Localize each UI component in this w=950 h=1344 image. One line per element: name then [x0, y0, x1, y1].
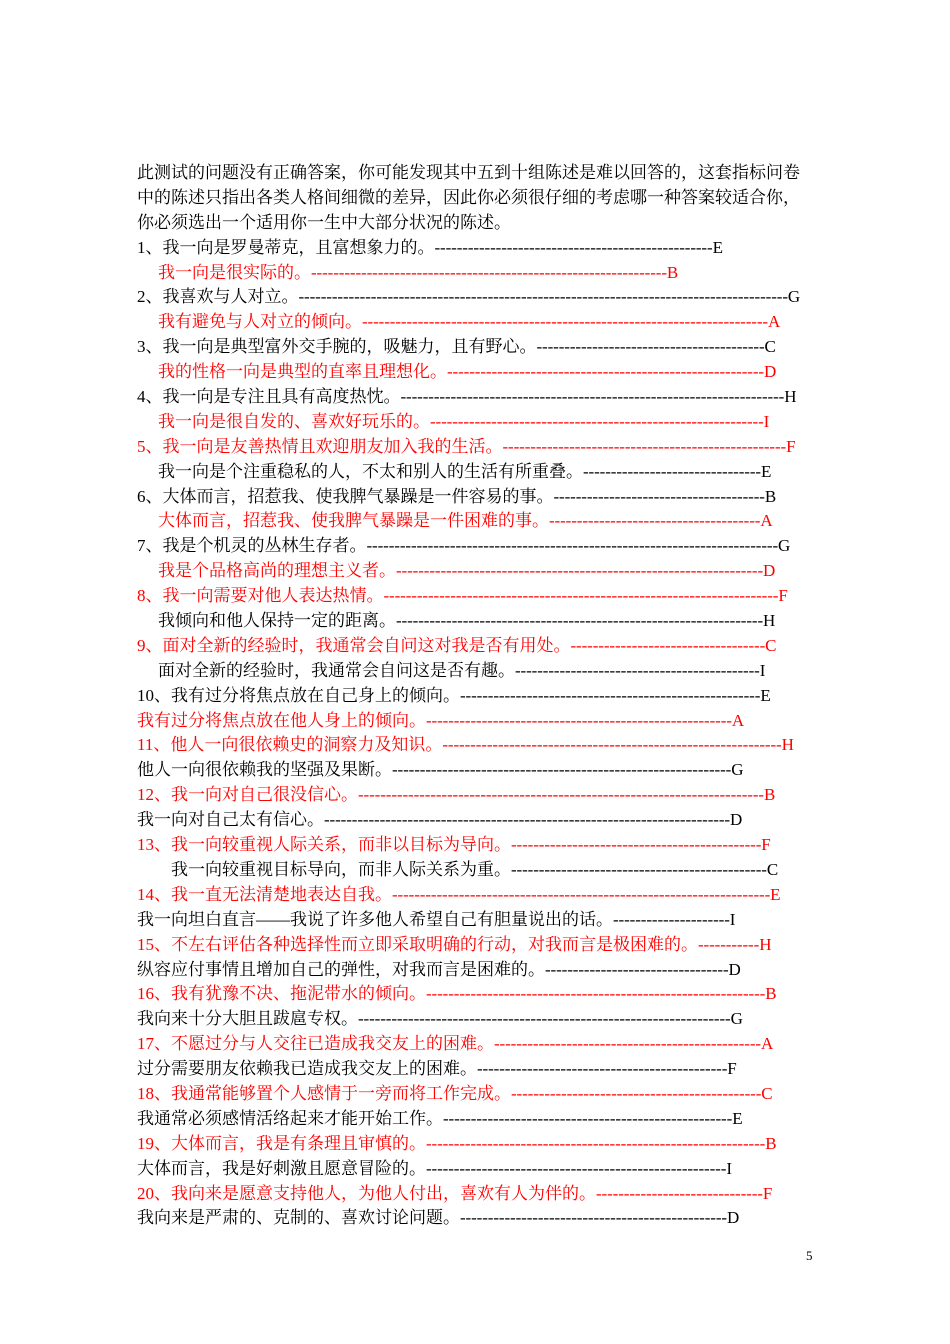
statement-text: 7、我是个机灵的丛林生存者。	[137, 536, 367, 556]
answer-letter: E	[760, 685, 771, 705]
statement-text: 16、我有犹豫不决、拖泥带水的倾向。	[137, 984, 426, 1004]
dash-leader: ------------------------------------------------------------------	[396, 561, 764, 581]
dash-leader: ---------------------------------------------	[477, 1059, 728, 1079]
statement-line	[137, 360, 827, 385]
statement-line	[137, 758, 827, 783]
statement-line	[137, 1157, 827, 1182]
answer-letter: E	[712, 237, 723, 257]
statement-text: 14、我一直无法清楚地表达自我。	[137, 884, 392, 904]
statement-line	[137, 584, 827, 609]
dash-leader: ----------------------------------------------------------------------------------------	[298, 287, 788, 307]
dash-leader: -----------------------------------------	[536, 337, 765, 357]
statement-text: 我有避免与人对立的倾向。	[158, 312, 362, 332]
statement-text: 12、我一向对自己很没信心。	[137, 785, 358, 805]
statement-text: 5、我一向是友善热情且欢迎朋友加入我的生活。	[137, 436, 503, 456]
answer-letter: F	[762, 1183, 773, 1203]
answer-letter: C	[766, 859, 779, 879]
statement-line	[137, 1082, 827, 1107]
statement-text: 1、我一向是罗曼蒂克，且富想象力的。	[137, 237, 435, 257]
statement-text: 19、大体而言，我是有条理且审慎的。	[137, 1133, 426, 1153]
statement-line	[137, 1107, 827, 1132]
statement-line	[137, 1032, 827, 1057]
dash-leader: -----------	[698, 934, 760, 954]
answer-letter: A	[760, 1034, 774, 1054]
statement-text: 17、不愿过分与人交往已造成我交友上的困难。	[137, 1034, 494, 1054]
answer-letter: B	[666, 262, 679, 282]
statement-line	[137, 1182, 827, 1207]
statement-line	[137, 883, 827, 908]
answer-letter: B	[765, 1133, 777, 1153]
statement-line	[137, 385, 827, 410]
answer-letter: A	[767, 312, 781, 332]
dash-leader: ----------------------------------------------------------------	[311, 262, 667, 282]
answer-letter: I	[726, 1158, 732, 1178]
statement-line	[137, 435, 827, 460]
statement-text: 2、我喜欢与人对立。	[137, 287, 299, 307]
dash-leader: ---------------------	[613, 909, 730, 929]
answer-letter: A	[731, 710, 745, 730]
statement-text: 我一向是很实际的。	[158, 262, 311, 282]
dash-leader: ---------------------------------------------	[511, 835, 762, 855]
statement-line	[137, 1057, 827, 1082]
statement-text: 我是个品格高尚的理想主义者。	[158, 561, 396, 581]
statement-line	[137, 733, 827, 758]
statement-text: 我向来十分大胆且跋扈专权。	[137, 1009, 358, 1029]
answer-letter: G	[778, 536, 791, 556]
statement-text: 我一向对自己太有信心。	[137, 810, 324, 830]
statement-line	[137, 236, 827, 261]
dash-leader: ----------------------------------------------------	[443, 1108, 733, 1128]
answer-letter: H	[781, 735, 794, 755]
answer-letter: G	[731, 760, 744, 780]
dash-leader: -------------------------------------------------------------------------	[358, 785, 764, 805]
statement-text: 我一向坦白直言——我说了许多他人希望自己有胆量说出的话。	[137, 909, 613, 929]
answer-letter: I	[763, 411, 770, 431]
dash-leader: -------------------------------------------------------------------------	[362, 312, 768, 332]
dash-leader: ------------------------------------------------	[460, 1208, 727, 1228]
statement-text: 20、我向来是愿意支持他人，为他人付出，喜欢有人为伴的。	[137, 1183, 596, 1203]
statement-text: 15、不左右评估各种选择性而立即采取明确的行动，对我而言是极困难的。	[137, 934, 698, 954]
statement-text: 我的性格一向是典型的直率且理想化。	[158, 362, 447, 382]
dash-leader: ------------------------------------------------------------------	[396, 611, 764, 631]
answer-letter: C	[764, 337, 776, 357]
statement-line	[137, 1132, 827, 1157]
statement-text: 我一向是很自发的、喜欢好玩乐的。	[158, 411, 430, 431]
statement-text: 纵容应付事情且增加自己的弹性，对我而言是困难的。	[137, 959, 545, 979]
answer-letter: D	[763, 561, 776, 581]
statement-text: 18、我通常能够置个人感情于一旁而将工作完成。	[137, 1083, 511, 1103]
statement-line	[137, 460, 827, 485]
dash-leader: --------------------------------------------------	[434, 237, 713, 257]
dash-leader: ---------------------------------------------------	[502, 436, 787, 456]
answer-letter: F	[761, 835, 771, 855]
dash-leader: -------------------------------------------------------------------------	[324, 810, 730, 830]
dash-leader: ---------------------------------------------	[511, 1083, 762, 1103]
statement-line	[137, 833, 827, 858]
statement-line	[137, 982, 827, 1007]
statement-text: 大体而言，我是好刺激且愿意冒险的。	[137, 1158, 426, 1178]
dash-leader: -------------------------------------------------------------	[442, 735, 782, 755]
answer-letter: D	[728, 959, 741, 979]
answer-letter: F	[786, 436, 796, 456]
statement-text: 我有过分将焦点放在他人身上的倾向。	[137, 710, 426, 730]
answer-letter: H	[784, 387, 797, 407]
statement-line	[137, 684, 827, 709]
dash-leader: ---------------------------------------------------------------------	[400, 387, 785, 407]
statement-line	[137, 933, 827, 958]
answer-letter: D	[726, 1208, 740, 1228]
statement-line	[137, 908, 827, 933]
statement-line	[137, 285, 827, 310]
answer-letter: H	[759, 934, 772, 954]
dash-leader: --------------------------------------------------------------------------	[366, 536, 779, 556]
answer-letter: F	[727, 1059, 737, 1079]
statement-line	[137, 485, 827, 510]
statement-line	[137, 958, 827, 983]
statement-text: 过分需要朋友依赖我已造成我交友上的困难。	[137, 1059, 477, 1079]
statement-text: 11、他人一向很依赖史的洞察力及知识。	[137, 735, 443, 755]
dash-leader: ------------------------------------------------------	[426, 1158, 727, 1178]
answer-letter: B	[764, 486, 777, 506]
answer-letter: A	[760, 511, 773, 531]
answer-letter: E	[770, 884, 781, 904]
dash-leader: ----------------------------------------------	[511, 859, 767, 879]
statement-line	[137, 310, 827, 335]
intro-line: 中的陈述只指出各类人格间细微的差异，因此你必须很仔细的考虑哪一种答案较适合你，	[137, 187, 800, 207]
dash-leader: ------------------------------------------------------	[460, 685, 761, 705]
answer-letter: D	[729, 810, 743, 830]
statement-line	[137, 609, 827, 634]
statement-text: 面对全新的经验时，我通常会自问这是否有趣。	[158, 660, 515, 680]
statement-text: 6、大体而言，招惹我、使我脾气暴躁是一件容易的事。	[137, 486, 554, 506]
statement-line	[137, 659, 827, 684]
answer-letter: D	[764, 362, 777, 382]
dash-leader: ------------------------------------------------	[494, 1034, 761, 1054]
statement-line	[137, 783, 827, 808]
statement-line	[137, 509, 827, 534]
answer-letter: G	[787, 287, 801, 307]
statement-text: 他人一向很依赖我的坚强及果断。	[137, 760, 392, 780]
answer-letter: C	[765, 635, 777, 655]
statement-text: 我一向较重视目标导向，而非人际关系为重。	[171, 859, 511, 879]
statement-text: 我一向是个注重稳私的人，不太和别人的生活有所重叠。	[158, 461, 583, 481]
answer-letter: I	[759, 660, 766, 680]
statement-text: 大体而言，招惹我、使我脾气暴躁是一件困难的事。	[158, 511, 549, 531]
answer-letter: B	[763, 785, 776, 805]
statement-text: 3、我一向是典型富外交手腕的，吸魅力，且有野心。	[137, 337, 537, 357]
dash-leader: ------------------------------------------------------------	[430, 411, 764, 431]
dash-leader: ---------------------------------	[545, 959, 729, 979]
statement-line	[137, 808, 827, 833]
statement-text: 9、面对全新的经验时，我通常会自问这对我是否有用处。	[137, 635, 571, 655]
answer-letter: C	[761, 1083, 773, 1103]
statement-text: 我倾向和他人保持一定的距离。	[158, 611, 396, 631]
answer-letter: F	[778, 586, 788, 606]
dash-leader: -------------------------------------------------------------	[426, 984, 766, 1004]
statement-line	[137, 534, 827, 559]
dash-leader: --------------------------------	[583, 461, 761, 481]
dash-leader: --------------------------------------------	[515, 660, 760, 680]
statement-line	[137, 1007, 827, 1032]
statement-text: 13、我一向较重视人际关系，而非以目标为导向。	[137, 835, 511, 855]
questionnaire-document	[137, 161, 827, 1231]
statement-line	[137, 709, 827, 734]
statement-text: 10、我有过分将焦点放在自己身上的倾向。	[137, 685, 460, 705]
statement-line	[137, 1206, 827, 1231]
dash-leader: ------------------------------	[596, 1183, 763, 1203]
answer-letter: E	[760, 461, 772, 481]
statement-line	[137, 559, 827, 584]
dash-leader: --------------------------------------	[549, 511, 761, 531]
dash-leader: -------------------------------------------------------	[426, 710, 732, 730]
dash-leader: -------------------------------------------------------------	[426, 1133, 766, 1153]
statement-text: 我向来是严肃的、克制的、喜欢讨论问题。	[137, 1208, 460, 1228]
statement-text: 我通常必须感情活络起来才能开始工作。	[137, 1108, 443, 1128]
statement-line	[137, 261, 827, 286]
answer-letter: H	[763, 611, 776, 631]
dash-leader: -----------------------------------------------------------------------	[383, 586, 779, 606]
statement-list	[137, 236, 827, 1232]
answer-letter: G	[730, 1009, 743, 1029]
statement-line	[137, 858, 827, 883]
dash-leader: -------------------------------------------------------------------	[358, 1009, 731, 1029]
intro-line: 你必须选出一个适用你一生中大部分状况的陈述。	[137, 212, 511, 232]
answer-letter: B	[765, 984, 777, 1004]
statement-text: 8、我一向需要对他人表达热情。	[137, 586, 384, 606]
dash-leader: -------------------------------------------------------------	[392, 760, 732, 780]
answer-letter: E	[732, 1108, 743, 1128]
dash-leader: ---------------------------------------------------------	[447, 362, 764, 382]
page-number: 5	[806, 1248, 813, 1263]
statement-line	[137, 335, 827, 360]
dash-leader: --------------------------------------------------------------------	[392, 884, 771, 904]
statement-line	[137, 634, 827, 659]
answer-letter: I	[729, 909, 736, 929]
intro-line: 此测试的问题没有正确答案，你可能发现其中五到十组陈述是难以回答的，这套指标问卷	[137, 163, 800, 182]
dash-leader: --------------------------------------	[553, 486, 765, 506]
statement-text: 4、我一向是专注且具有高度热忱。	[137, 387, 401, 407]
statement-line	[137, 410, 827, 435]
dash-leader: -----------------------------------	[570, 635, 766, 655]
